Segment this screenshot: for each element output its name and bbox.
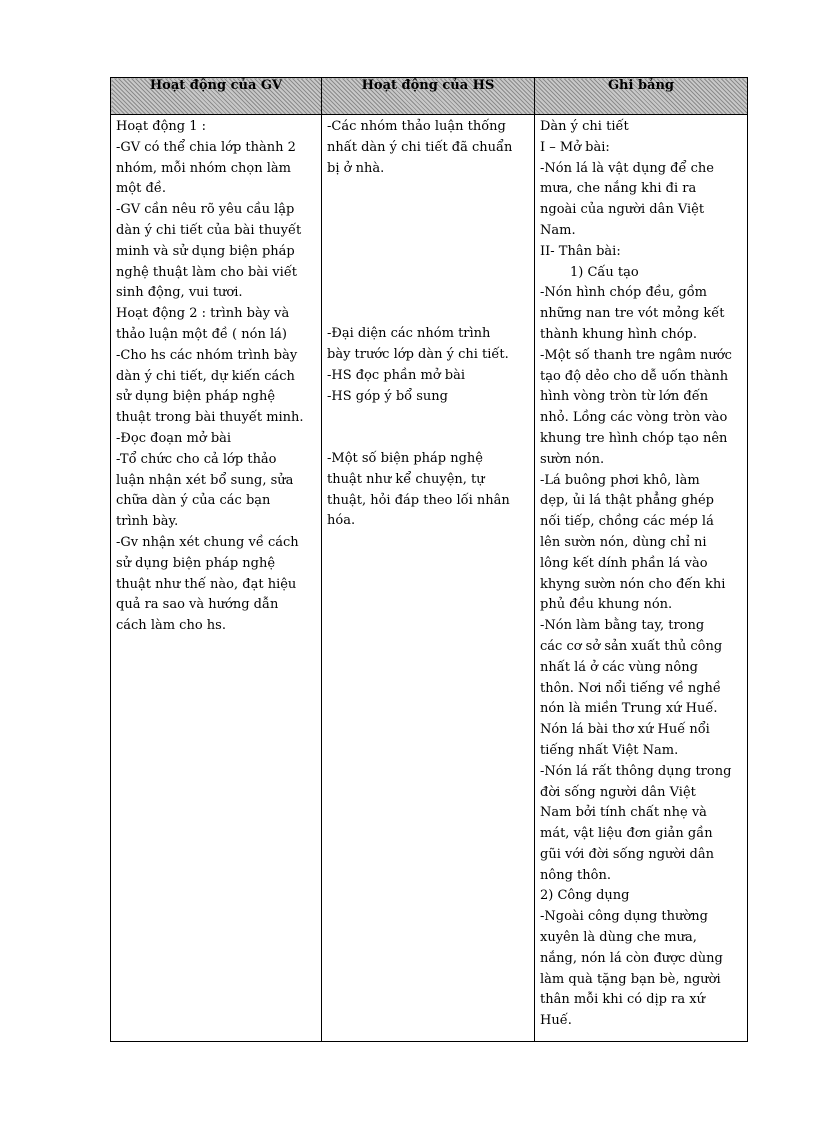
ghi-line: thôn. Nơi nổi tiếng về nghề	[540, 680, 721, 696]
gv-line: sử dụng biện pháp nghệ	[116, 555, 276, 571]
gv-line: minh và sử dụng biện pháp	[116, 243, 295, 259]
hs-spacer	[327, 283, 529, 304]
gv-line: một đề.	[116, 181, 166, 197]
ghi-line: nông thôn.	[540, 867, 611, 883]
gv-line: thuật trong bài thuyết minh.	[116, 410, 304, 426]
hs-line: thuật, hỏi đáp theo lối nhân	[327, 492, 510, 508]
ghi-line: đời sống người dân Việt	[540, 784, 696, 800]
ghi-line: -Lá buông phơi khô, làm	[540, 472, 700, 488]
ghi-line: nón là miền Trung xứ Huế.	[540, 701, 718, 717]
content-row	[111, 115, 748, 1042]
hs-line: -HS đọc phần mở bài	[327, 367, 466, 383]
header-gv: Hoạt động của GV	[111, 78, 322, 115]
ghi-line: phủ đều khung nón.	[540, 597, 673, 613]
gv-line: -Cho hs các nhóm trình bày	[116, 347, 298, 363]
hs-line: -Đại diện các nhóm trình	[327, 326, 491, 342]
gv-line: quả ra sao và hướng dẫn	[116, 597, 279, 613]
ghi-line: lên sườn nón, dùng chỉ ni	[540, 534, 707, 550]
ghi-line: hình vòng tròn từ lớn đến	[540, 389, 709, 405]
ghi-line: tạo độ dẻo cho dễ uốn thành	[540, 368, 729, 384]
ghi-line: khyng sườn nón cho đến khi	[540, 576, 726, 592]
ghi-line: lông kết dính phần lá vào	[540, 555, 708, 571]
hs-spacer	[327, 179, 529, 200]
gv-line: -Tổ chức cho cả lớp thảo	[116, 451, 277, 467]
hs-spacer	[327, 221, 529, 242]
ghi-line: tiếng nhất Việt Nam.	[540, 742, 679, 758]
header-ghi-bang: Ghi bảng	[535, 78, 748, 115]
gv-line: dàn ý chi tiết của bài thuyết	[116, 222, 302, 238]
hs-spacer	[327, 242, 529, 263]
gv-line: -GV có thể chia lớp thành 2	[116, 139, 296, 155]
ghi-line: I – Mở bài:	[540, 139, 610, 155]
ghi-line: các cơ sở sản xuất thủ công	[540, 638, 723, 654]
ghi-bang-column	[535, 115, 748, 1042]
gv-line: sử dụng biện pháp nghệ	[116, 389, 276, 405]
ghi-line: II- Thân bài:	[540, 243, 621, 259]
hs-line: -HS góp ý bổ sung	[327, 388, 448, 404]
gv-line: -Đọc đoạn mở bài	[116, 430, 232, 446]
lesson-table	[110, 77, 748, 1042]
hs-spacer	[327, 407, 529, 449]
ghi-line: -Một số thanh tre ngâm nước	[540, 347, 732, 363]
header-hs: Hoạt động của HS	[322, 78, 535, 115]
ghi-line: -Ngoài công dụng thường	[540, 909, 708, 925]
ghi-line: ngoài của người dân Việt	[540, 202, 705, 218]
ghi-line: Dàn ý chi tiết	[540, 119, 629, 134]
hs-line: bày trước lớp dàn ý chi tiết.	[327, 346, 509, 362]
gv-line: dàn ý chi tiết, dự kiến cách	[116, 368, 295, 384]
hs-line: -Một số biện pháp nghệ	[327, 450, 483, 466]
hs-column	[322, 115, 535, 1042]
gv-line: chữa dàn ý của các bạn	[116, 493, 271, 509]
ghi-line: khung tre hình chóp tạo nên	[540, 430, 728, 446]
hs-line: hóa.	[327, 513, 356, 529]
hs-spacer	[327, 200, 529, 221]
hs-spacer	[327, 263, 529, 284]
ghi-line: Nam.	[540, 222, 576, 238]
gv-line: cách làm cho hs.	[116, 618, 226, 634]
gv-line: -Gv nhận xét chung về cách	[116, 534, 299, 550]
gv-line: luận nhận xét bổ sung, sửa	[116, 472, 294, 488]
ghi-line: xuyên là dùng che mưa,	[540, 930, 697, 946]
ghi-line: -Nón lá là vật dụng để che	[540, 160, 714, 176]
ghi-line: -Nón làm bằng tay, trong	[540, 618, 705, 634]
header-row	[111, 78, 748, 115]
gv-line: -GV cần nêu rõ yêu cầu lập	[116, 202, 295, 218]
hs-line: nhất dàn ý chi tiết đã chuẩn	[327, 139, 513, 155]
ghi-line: Nón lá bài thơ xứ Huế nổi	[540, 722, 710, 738]
gv-line: trình bày.	[116, 514, 179, 530]
gv-column	[111, 115, 322, 1042]
ghi-line: nắng, nón lá còn được dùng	[540, 950, 723, 966]
gv-line: thuật như thế nào, đạt hiệu	[116, 576, 297, 592]
gv-line: nhóm, mỗi nhóm chọn làm	[116, 160, 291, 176]
gv-line: thảo luận một đề ( nón lá)	[116, 326, 287, 342]
ghi-line: mưa, che nắng khi đi ra	[540, 181, 697, 197]
ghi-line: dẹp, ủi lá thật phẳng ghép	[540, 493, 714, 509]
ghi-line: nhất lá ở các vùng nông	[540, 659, 698, 675]
ghi-line: sườn nón.	[540, 451, 605, 467]
ghi-subheading: 1) Cấu tạo	[570, 264, 639, 280]
gv-line: Hoạt động 1 :	[116, 119, 207, 134]
ghi-line: làm quà tặng bạn bè, người	[540, 971, 721, 987]
hs-line: -Các nhóm thảo luận thống	[327, 119, 506, 134]
ghi-line: nhỏ. Lồng các vòng tròn vào	[540, 410, 728, 426]
gv-line: sinh động, vui tươi.	[116, 285, 243, 301]
hs-line: bị ở nhà.	[327, 160, 385, 176]
hs-line: thuật như kể chuyện, tự	[327, 471, 485, 487]
ghi-line: Nam bởi tính chất nhẹ và	[540, 805, 707, 821]
ghi-line: thân mỗi khi có dịp ra xứ	[540, 992, 705, 1008]
ghi-line: nối tiếp, chồng các mép lá	[540, 514, 714, 530]
ghi-line: -Nón hình chóp đều, gồm	[540, 285, 708, 301]
gv-line: nghệ thuật làm cho bài viết	[116, 264, 298, 280]
ghi-line: những nan tre vót mỏng kết	[540, 306, 725, 322]
ghi-line: thành khung hình chóp.	[540, 326, 698, 342]
gv-line: Hoạt động 2 : trình bày và	[116, 306, 290, 322]
ghi-line: -Nón lá rất thông dụng trong	[540, 763, 732, 779]
ghi-line: 2) Công dụng	[540, 888, 630, 904]
ghi-line: gũi với đời sống người dân	[540, 846, 714, 862]
ghi-line: mát, vật liệu đơn giản gần	[540, 826, 713, 842]
ghi-line: Huế.	[540, 1013, 572, 1029]
